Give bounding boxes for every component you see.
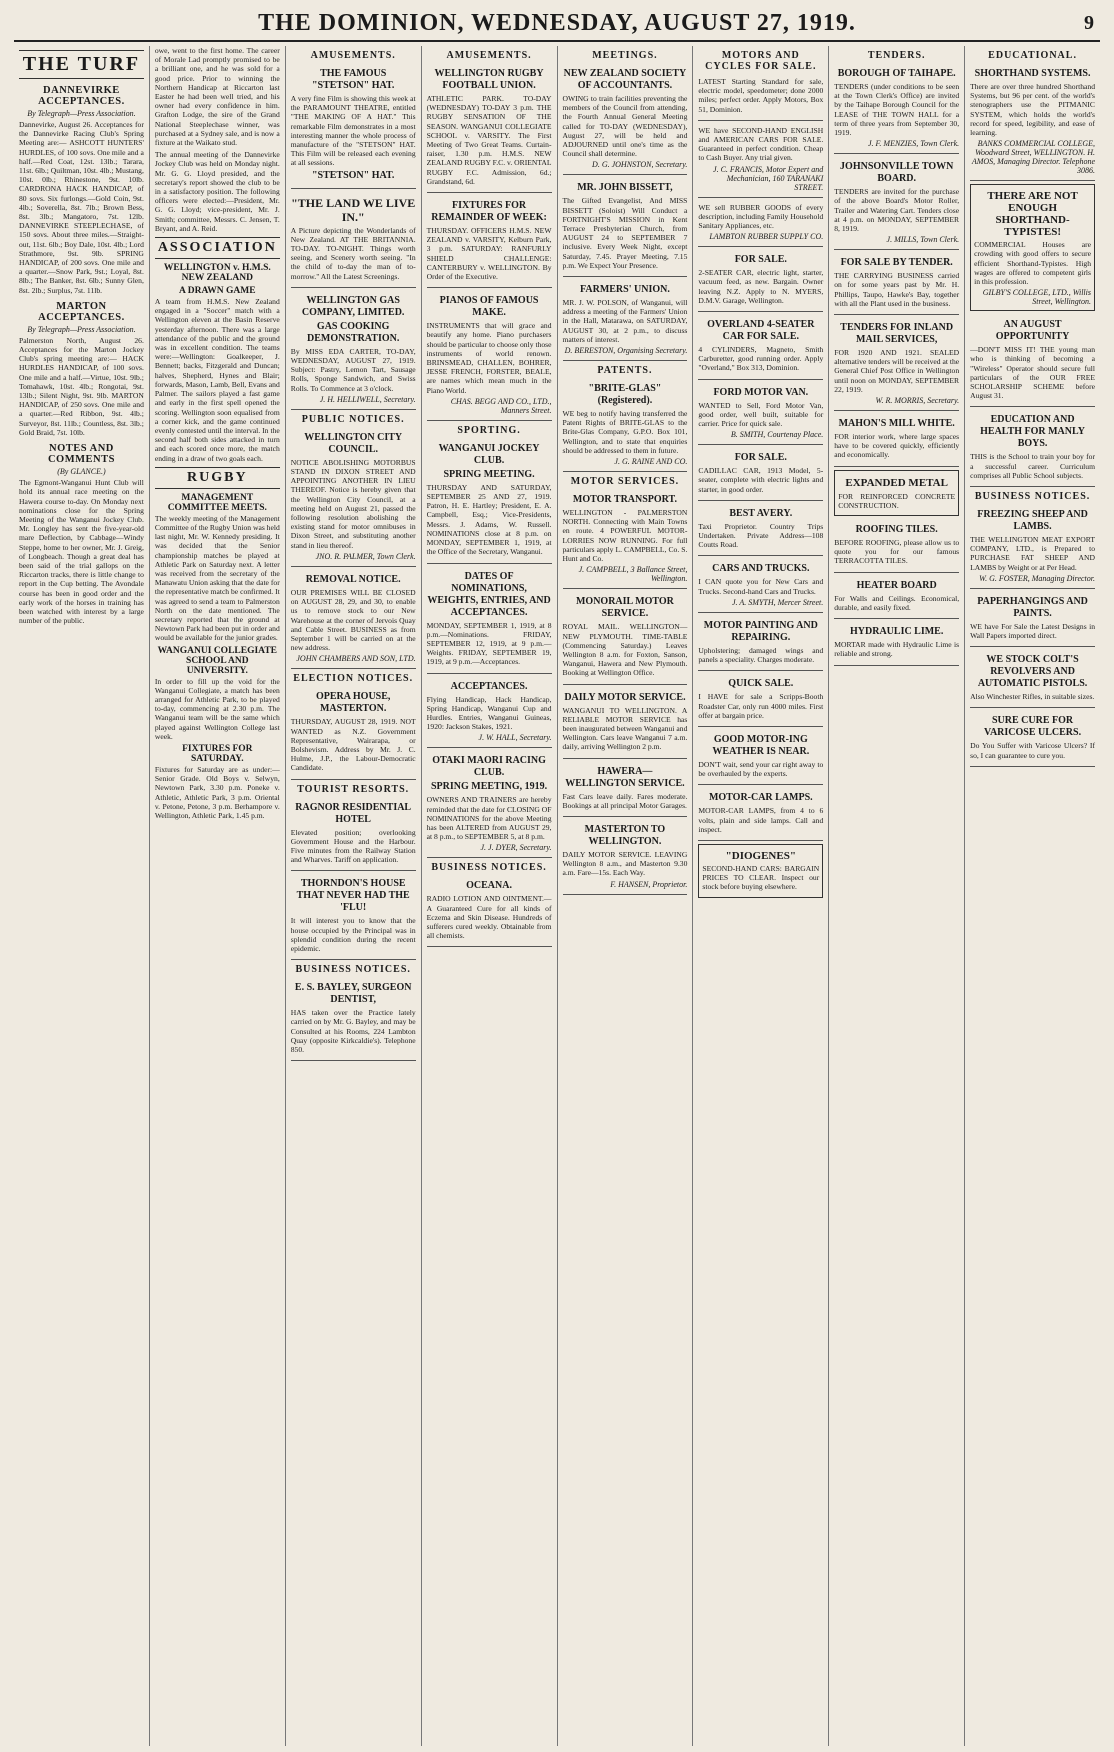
ad-text: For Walls and Ceilings. Economical, durable, and easily fixed. bbox=[834, 593, 960, 612]
ad-title: MONORAIL MOTOR SERVICE. bbox=[575, 596, 674, 620]
ad-signature: J. A. SMYTH, Mercer Street. bbox=[732, 597, 824, 607]
ad-signature: JNO. R. PALMER, Town Clerk. bbox=[315, 551, 416, 561]
advertisement bbox=[427, 290, 552, 421]
advertisement bbox=[291, 290, 416, 410]
advertisement bbox=[970, 314, 1095, 407]
ad-text: I HAVE for sale a Scripps-Booth Roadster Car, only run 4000 miles. First offer at bargain price. bbox=[698, 692, 824, 720]
ad-text: BEFORE ROOFING, please allow us to quote you for our famous TERRACOTTA TILES. bbox=[834, 538, 960, 566]
ad-text: MOTOR-CAR LAMPS, from 4 to 6 volts, plain and side lamps. Call and inspect. bbox=[698, 806, 824, 834]
article-title: WELLINGTON v. H.M.S. NEW ZEALAND bbox=[163, 263, 271, 284]
article-byline: (By GLANCE.) bbox=[57, 467, 106, 477]
column-heading: TENDERS. bbox=[867, 50, 926, 61]
article-title: WANGANUI COLLEGIATE SCHOOL AND UNIVERSITY. bbox=[157, 645, 277, 676]
ad-text: By MISS EDA CARTER, TO-DAY, WEDNESDAY, AUGUST 27, 1919. Subject: Pastry, Lemon Tart, Sausage Rolls, Sponge Sandwich, and Swiss Rolls. To Commence at 3 o'clock. bbox=[290, 346, 416, 393]
ad-title: FORD MOTOR VAN. bbox=[713, 386, 809, 398]
column-heading: BUSINESS NOTICES. bbox=[431, 862, 547, 874]
article-body: A team from H.M.S. New Zealand engaged in a "Soccer" match with a Wellington eleven at the Basin Reserve yesterday afternoon. There was a large attendance of the public and the ground was in excellent condition. The teams were:—Wellington: Goalkeeper, J. Bennett; backs, Fitzgerald and Duncan; halves, Shepherd, Hynes and Blair; forwards, Mason, Lamb, Bell, Evans and Palmer. The sailors played a fast game and early in the first spell opened the scoring. Wellington soon equalised from a corner kick, and the game continued evenly contested until the interval. In the second half both sides attacked in turn and each scored once more, the match ending in a draw of two goals each. bbox=[154, 297, 280, 463]
ad-title: SURE CURE FOR VARICOSE ULCERS. bbox=[984, 715, 1082, 739]
article-byline: By Telegraph—Press Association. bbox=[27, 324, 136, 334]
ad-signature: CHAS. BEGG AND CO., LTD., Manners Street. bbox=[450, 396, 552, 415]
ad-subtitle: GAS COOKING DEMONSTRATION. bbox=[307, 320, 400, 344]
advertisement bbox=[698, 382, 823, 446]
advertisement bbox=[563, 591, 688, 684]
ad-title: BEST AVERY. bbox=[729, 507, 793, 519]
ad-title: GOOD MOTOR-ING WEATHER IS NEAR. bbox=[712, 733, 810, 757]
column-tenders bbox=[828, 46, 964, 1746]
advertisement bbox=[698, 787, 823, 841]
ad-text: OWNERS AND TRAINERS are hereby reminded that the date for CLOSING OF NOMINATIONS for the above Meeting has been ALTERED from AUGUST 29, at 8 p.m., to SEPTEMBER 5, at 8 p.m. bbox=[426, 795, 552, 842]
ad-text: THE WELLINGTON MEAT EXPORT COMPANY, LTD., is Prepared to PURCHASE FAT SHEEP AND LAMBS by Weight or at Per Head. bbox=[970, 535, 1095, 572]
ad-text: TENDERS are invited for the purchase of the above Board's Motor Roller, Trailer and Watering Cart. Tenders close at 4 p.m. on MONDAY, SEPTEMBER 8, 1919. bbox=[834, 187, 960, 234]
column-amusements bbox=[285, 46, 421, 1746]
article-body: Palmerston North, August 26. Acceptances for the Marton Jockey Club's spring meeting are:— HACK HURDLES HANDICAP, of 100 sovs. One mile and a half.—Virtue, 10st. 9lb.; Tomahawk, 10st. 4lb.; Rongotai, 9st. 13lb.; Silent Night, 9st. 9lb. MARTON HANDICAP, of 250 sovs. One mile and a quarter.—Red Ribbon, 9st. 4lb.; Surveyor, 8st. 11lb.; Countless, 8st. 3lb.; Gold Braid, 7st. 10lb. bbox=[19, 335, 144, 437]
ad-signature: J. MILLS, Town Clerk. bbox=[886, 235, 960, 245]
advertisement bbox=[427, 676, 552, 749]
ad-text: FOR interior work, where large spaces have to be covered quickly, efficiently and economically. bbox=[834, 432, 960, 460]
ad-title: MAHON'S MILL WHITE. bbox=[838, 418, 955, 430]
column-heading: AMUSEMENTS. bbox=[310, 50, 396, 61]
ad-text: —DON'T MISS IT! THE young man who is thinking of becoming a "Wireless" Operator should secure full particulars of the OUR FREE SCHOLARSHIP SCHEME before August 31. bbox=[970, 345, 1095, 401]
article-title: MANAGEMENT COMMITTEE MEETS. bbox=[167, 492, 267, 513]
ad-text: DON'T wait, send your car right away to be overhauled by the experts. bbox=[698, 759, 824, 779]
ad-text: It will interest you to know that the house occupied by the Principal was in splendid condition during the recent epidemic. bbox=[290, 916, 416, 953]
ad-title: JOHNSONVILLE TOWN BOARD. bbox=[840, 161, 954, 185]
ad-text: MONDAY, SEPTEMBER 1, 1919, at 8 p.m.—Nominations. FRIDAY, SEPTEMBER 12, 1919, at 9 p.m.—Weights. FRIDAY, SEPTEMBER 19, 1919, at 9 p.m.—Acceptances. bbox=[426, 620, 552, 667]
ad-title: "STETSON" HAT. bbox=[311, 169, 395, 181]
advertisement bbox=[970, 409, 1095, 487]
advertisement bbox=[698, 615, 823, 671]
advertisement bbox=[698, 729, 823, 785]
column-heading: PATENTS. bbox=[597, 365, 653, 377]
ad-title: PIANOS OF FAMOUS MAKE. bbox=[439, 295, 539, 319]
ad-title: OPERA HOUSE, MASTERTON. bbox=[315, 691, 391, 715]
ad-title: AN AUGUST OPPORTUNITY bbox=[995, 319, 1070, 343]
ad-title: WELLINGTON GAS COMPANY, LIMITED. bbox=[301, 294, 405, 318]
ad-title: REMOVAL NOTICE. bbox=[305, 573, 401, 585]
advertisement bbox=[698, 74, 823, 121]
ad-signature: W. G. FOSTER, Managing Director. bbox=[979, 573, 1095, 583]
ad-signature: J. F. MENZIES, Town Clerk. bbox=[868, 139, 960, 149]
advertisement bbox=[698, 123, 823, 198]
ad-text: The Gifted Evangelist, And MISS BISSETT (Soloist) Will Conduct a FORTNIGHT'S MISSION in Kent Terrace Presbyterian Church, from AUGUST 24 to SEPTEMBER 7 inclusive. Every Week Night, except Saturday, 7.45. Prayer Meeting, 7.15 p.m. We Expect Your Presence. bbox=[562, 196, 688, 270]
ad-subtitle: SPRING MEETING. bbox=[443, 468, 535, 480]
advertisement bbox=[698, 447, 823, 501]
ad-text: INSTRUMENTS that will grace and beautify any home. Piano purchasers should be particular to choose only those instruments of world renown. BRINSMEAD, CHALLEN, BOHRER, JESSE FRENCH, FORSTER, BEALE, are names which mean much in the Piano World. bbox=[426, 321, 552, 395]
ad-signature: D. BERESTON, Organising Secretary. bbox=[564, 346, 688, 356]
ad-title: WELLINGTON RUGBY FOOTBALL UNION. bbox=[434, 68, 544, 91]
article-body: owe, went to the first home. The career of Morale Lad promptly promised to be a brilliant one, and he was sold for a good price. Prior to winning the Northern Handicap at Riccarton last Easter he had been well tried, and his owner had every confidence in him. Grafton Lodge, the sire of the Grand National Steeplechase winner, was purchased at a Sydney sale, and is now a fixture at the Waikato stud. bbox=[154, 46, 280, 148]
advertisement bbox=[563, 63, 688, 175]
ad-text: Also Winchester Rifles, in suitable sizes. bbox=[970, 692, 1095, 702]
ad-title: THORNDON'S HOUSE THAT NEVER HAD THE 'FLU! bbox=[296, 878, 410, 914]
ad-signature: W. R. MORRIS, Secretary. bbox=[875, 396, 960, 406]
ad-signature: F. HANSEN, Proprietor. bbox=[610, 879, 688, 889]
ad-text: WE have SECOND-HAND ENGLISH and AMERICAN CARS FOR SALE. Guaranteed in perfect condition. Cheap to Cash Buyer. Any trial given. bbox=[698, 125, 824, 163]
advertisement-box bbox=[834, 470, 959, 516]
ad-text: FOR 1920 AND 1921. SEALED alternative tenders will be received at the General Chief Post Office in Wellington until noon on MONDAY, SEPTEMBER 22, 1919. bbox=[834, 348, 960, 394]
advertisement bbox=[698, 314, 823, 380]
ad-text: Upholstering; damaged wings and panels a speciality. Charges moderate. bbox=[698, 645, 824, 665]
ad-signature: JOHN CHAMBERS AND SON, LTD. bbox=[296, 654, 416, 664]
ad-title: QUICK SALE. bbox=[728, 678, 794, 690]
advertisement bbox=[698, 249, 823, 312]
ad-title: FOR SALE. bbox=[734, 452, 787, 464]
ad-text: NOTICE ABOLISHING MOTORBUS STAND IN DIXON STREET AND APPOINTING ANOTHER IN LIEU THEREOF. Notice is hereby given that the Wellington City Council, at a meeting held on August 21, passed the following resolution abolishing the existing stand for motor omnibuses in Dixon Street, and substituting another stand in lieu thereof. bbox=[290, 457, 416, 550]
ad-text: A Picture depicting the Wonderlands of New Zealand. AT THE BRITANNIA. TO-DAY. TO-NIGHT. Things worth seeing, and Scenery worth seeing. "In the child of to-day the man of to-morrow." All the Latest Screenings. bbox=[290, 225, 416, 281]
advertisement bbox=[834, 156, 959, 250]
ad-title: MR. JOHN BISSETT, bbox=[577, 182, 673, 194]
advertisement bbox=[563, 279, 688, 361]
ad-text: THURSDAY. OFFICERS H.M.S. NEW ZEALAND v. VARSITY, Kelburn Park, 3 p.m. SATURDAY: RANFURLY SHIELD CHALLENGE: CANTERBURY v. WELLINGTON. By Order of the Executive. bbox=[426, 226, 552, 282]
article-body: Fixtures for Saturday are as under:—Senior Grade. Old Boys v. Selwyn, Newtown Park, 3.30 p.m. Poneke v. Athletic, Athletic Park, 3 p.m. Oriental v. Petone, Petone, 3 p.m. Berhampore v. Wellington, Athletic Park, 1.45 p.m. bbox=[154, 764, 280, 820]
article-body: The Egmont-Wanganui Hunt Club will hold its annual race meeting on the Hawera course to-day. On Monday next nominations close for the Spring Meeting of the Wanganui Jockey Club. Mr. Longley has sent the five-year-old mare Deflection, by Cabbage—Windy Steppe, home to her owner, Mr. J. Greig, of Longbeach. Though a great deal has been said of the trial gallops on the Riccarton tracks, there is little change to report in the Cup betting. The Avondale course has been in good order and the early work of the horses in training has been watched with interest by a large number of the public. bbox=[19, 478, 144, 626]
ad-text: WE have For Sale the Latest Designs in Wall Papers imported direct. bbox=[970, 621, 1095, 641]
ad-title: MOTOR TRANSPORT. bbox=[572, 494, 677, 506]
advertisement bbox=[834, 413, 959, 467]
advertisement bbox=[427, 438, 552, 564]
column-sport-news bbox=[149, 46, 285, 1746]
advertisement bbox=[563, 489, 688, 589]
column-heading: PUBLIC NOTICES. bbox=[301, 413, 405, 425]
advertisement bbox=[698, 503, 823, 557]
ad-title: FARMERS' UNION. bbox=[580, 284, 670, 296]
masthead-rule bbox=[14, 40, 1100, 42]
ad-title: SHORTHAND SYSTEMS. bbox=[974, 68, 1091, 79]
ad-title: OTAKI MAORI RACING CLUB. bbox=[432, 755, 546, 779]
advertisement bbox=[834, 575, 959, 619]
ad-text: There are over three hundred Shorthand Systems, but 96 per cent. of the world's stenographers use the PITMANIC SYSTEM, which holds the world's record for speed, legibility, and ease of learning. bbox=[970, 82, 1095, 138]
ad-title: RAGNOR RESIDENTIAL HOTEL bbox=[295, 801, 412, 825]
advertisement bbox=[291, 977, 416, 1061]
advertisement bbox=[698, 200, 823, 248]
advertisement bbox=[291, 873, 416, 960]
column-heading: SPORTING. bbox=[457, 424, 521, 436]
ad-title: "DIOGENES" bbox=[725, 849, 796, 862]
column-meetings bbox=[557, 46, 693, 1746]
ad-title: CARS AND TRUCKS. bbox=[712, 563, 810, 575]
masthead bbox=[14, 10, 1100, 36]
article-title: MARTON ACCEPTANCES. bbox=[38, 300, 125, 323]
advertisement-box bbox=[970, 184, 1095, 311]
ad-text: MORTAR made with Hydraulic Lime is reliable and strong. bbox=[834, 640, 960, 659]
ad-text: ROYAL MAIL. WELLINGTON—NEW PLYMOUTH. TIME-TABLE (Commencing Saturday.) Leaves Wellington 8 a.m. for Foxton, Sanson, Wanganui, Hawera and New Plymouth. Booking at Wellington Office. bbox=[562, 622, 688, 678]
ad-title: MOTOR-CAR LAMPS. bbox=[708, 792, 813, 804]
article-body: Dannevirke, August 26. Acceptances for the Dannevirke Racing Club's Spring Meeting are:— ASHCOTT HUNTERS' HURDLES, of 100 sovs. One mile and a half.—Red Coat, 12st. 13lb.; Tarara, 11st. 6lb.; Quiltman, 10st. 4lb.; Mustang, 10st. 0lb.; Rhinestone, 9st. 10lb. CARDRONA HACK HANDICAP, of 80 sovs. Six furlongs.—Gold Coin, 9st. 4lb.; Soverella, 8st. 7lb.; Brown Bess, 8st. 3lb.; Mangatoro, 7st. 12lb. DANNEVIRKE STEEPLECHASE, of 150 sovs. About three miles.—Straight-out, 11st. 6lb.; Boy Dale, 10st. 4lb.; Lord Strathmore, 9st. 9lb. SPRING HANDICAP, of 200 sovs. One mile and a quarter.—Snow Park, 9st.; Loyal, 8st. 8lb.; The Banker, 8st. 6lb.; Sunny Glen, 8st. 2lb.; Surplus, 7st. 11lb. bbox=[19, 120, 144, 295]
ad-text: WANGANUI TO WELLINGTON. A RELIABLE MOTOR SERVICE has been inaugurated between Wanganui and Wellington. Cars leave Wanganui 7 a.m. daily, arriving Wellington 2 p.m. bbox=[562, 705, 688, 752]
ad-title: DAILY MOTOR SERVICE. bbox=[564, 691, 686, 703]
advertisement bbox=[834, 63, 959, 154]
ad-title: HAWERA—WELLINGTON SERVICE. bbox=[565, 765, 685, 789]
column-heading: BUSINESS NOTICES. bbox=[295, 964, 411, 976]
ad-text: THURSDAY, AUGUST 28, 1919. NOT WANTED as N.Z. Government Representative, Wairarapa, or Bolshevism. Address by Mr. J. C. Hulme, J.P., the Labour-Democratic Candidate. bbox=[290, 717, 416, 773]
ad-text: OUR PREMISES WILL BE CLOSED on AUGUST 28, 29, and 30, to enable us to remove stock to our New Warehouse at the corner of Jervois Quay and Cable Street. BUSINESS as from September 1 will be carried on at the new address. bbox=[290, 587, 416, 653]
advertisement bbox=[427, 750, 552, 858]
advertisement bbox=[291, 797, 416, 872]
ad-title: MOTOR PAINTING AND REPAIRING. bbox=[703, 619, 818, 643]
ad-text: ATHLETIC PARK. TO-DAY (WEDNESDAY) TO-DAY 3 p.m. THE RUGBY SENSATION OF THE SEASON. WANGANUI COLLEGIATE SCHOOL v. VARSITY. The First Meeting of Two Great Teams. Curtain-raiser, 1.30 p.m. H.M.S. NEW ZEALAND RUGBY F.C. v. ORIENTAL RUGBY F.C. Admission, 6d.; Grandstand, 6d. bbox=[426, 94, 552, 186]
ad-title: FOR SALE. bbox=[734, 254, 787, 266]
columns bbox=[14, 46, 1100, 1746]
ad-text: RADIO LOTION AND OINTMENT.—A Guaranteed Cure for all kinds of Eczema and Skin Disease. Hundreds of sufferers cured weekly. Obtainable from all chemists. bbox=[426, 894, 552, 941]
advertisement bbox=[834, 519, 959, 573]
section-heading-rugby: RUGBY bbox=[155, 467, 280, 489]
article-body: The weekly meeting of the Management Committee of the Rugby Union was held last night, Mr. W. Kennedy presiding. It was decided that the Senior championship matches be played at Athletic Park on Saturday next. A letter was received from the secretary of the Manawatu Union asking that the date for the representative match be confirmed. It was agreed to send a team to Palmerston North on the date mentioned. The secretary reported that the ground at Newtown Park had been put in order and would be available for the junior grades. bbox=[154, 513, 280, 643]
advertisement bbox=[698, 673, 823, 727]
ad-title: ROOFING TILES. bbox=[855, 524, 938, 536]
ad-text: THE CARRYING BUSINESS carried on for some years past by Mr. H. Phillips, Taupo, Hawke's Bay, together with all the Plant used in the business. bbox=[834, 271, 960, 308]
ad-text: 4 CYLINDERS, Magneto, Smith Carburetter, good running order. Apply "Overland," Box 313, Dominion. bbox=[698, 345, 824, 373]
ad-title: WELLINGTON CITY COUNCIL. bbox=[304, 431, 403, 455]
ad-text: Fast Cars leave daily. Fares moderate. Bookings at all principal Motor Garages. bbox=[562, 791, 688, 810]
ad-title: OCEANA. bbox=[466, 880, 512, 892]
ad-subtitle: SPRING MEETING, 1919. bbox=[431, 781, 548, 793]
advertisement bbox=[291, 63, 416, 189]
article-title: DANNEVIRKE ACCEPTANCES. bbox=[38, 85, 125, 107]
ad-text: THURSDAY AND SATURDAY, SEPTEMBER 25 AND 27, 1919. Patron, H. E. Hartley; President, E. A. Campbell, Esq.; Vice-Presidents, Messrs. J. Adams, W. Russell. NOMINATIONS close at 8 p.m. on MONDAY, SEPTEMBER 1, 1919, at the Office of the Secretary, Wanganui. bbox=[426, 482, 552, 557]
ad-text: WANTED to Sell, Ford Motor Van, good order, well built, suitable for carrier. Price for quick sale. bbox=[698, 400, 824, 429]
article-body: The annual meeting of the Dannevirke Jockey Club was held on Monday night. Mr. G. G. Lloyd presided, and the secretary's report showed the club to be in a satisfactory position. The following officers were elected:—President, Mr. G. G. Lloyd; vice-president, Mr. J. Smith; committee, Messrs. C. Jensen, T. Bryant, and A. Reid. bbox=[154, 150, 280, 233]
ad-title: TENDERS FOR INLAND MAIL SERVICES, bbox=[840, 322, 954, 346]
advertisement bbox=[291, 569, 416, 669]
advertisement bbox=[291, 686, 416, 779]
advertisement bbox=[970, 504, 1095, 589]
advertisement bbox=[291, 191, 416, 288]
advertisement bbox=[427, 63, 552, 193]
ad-signature: J. C. FRANCIS, Motor Expert and Mechanician, 160 TARANAKI STREET. bbox=[713, 164, 824, 192]
column-heading: MOTORS AND CYCLES FOR SALE. bbox=[705, 50, 817, 72]
ad-signature: BANKS COMMERCIAL COLLEGE, Woodward Street, WELLINGTON. H. AMOS, Managing Director. Telephone 3086. bbox=[971, 139, 1095, 176]
ad-title: E. S. BAYLEY, SURGEON DENTIST, bbox=[294, 982, 412, 1006]
ad-signature: B. SMITH, Courtenay Place. bbox=[730, 430, 824, 440]
ad-title: ACCEPTANCES. bbox=[450, 680, 528, 692]
column-amusements-2 bbox=[421, 46, 557, 1746]
ad-title: FREEZING SHEEP AND LAMBS. bbox=[977, 509, 1088, 533]
advertisement bbox=[834, 621, 959, 665]
section-heading-turf: THE TURF bbox=[19, 50, 144, 79]
advertisement bbox=[563, 177, 688, 277]
ad-text: WE beg to notify having transferred the Patent Rights of BRITE-GLAS to the Brite-Glas Company, G.P.O. Box 101, Wellington, and to state that enquiries should be addressed to them in future. bbox=[562, 409, 688, 455]
ad-text: Do You Suffer with Varicose Ulcers? If so, I can guarantee to cure you. bbox=[970, 741, 1095, 760]
ad-text: A very fine Film is showing this week at the PARAMOUNT THEATRE, entitled "THE MAKING OF A HAT." This remarkable Film demonstrates in a most interesting manner the whole process of manufacture of the "STETSON" HAT. This Film will be released each evening at all sessions. bbox=[290, 94, 416, 168]
ad-text: FOR REINFORCED CONCRETE CONSTRUCTION. bbox=[838, 491, 956, 510]
column-heading: MEETINGS. bbox=[592, 50, 658, 61]
ad-text: DAILY MOTOR SERVICE. LEAVING Wellington 8 a.m., and Masterton 9.30 a.m. Fare—15s. Each Way. bbox=[562, 849, 688, 878]
ad-signature: J. G. RAINE AND CO. bbox=[614, 457, 688, 467]
ad-text: Elevated position; overlooking Government House and the Harbour. Five minutes from the Railway Station and Wharves. Tariff on application. bbox=[290, 827, 416, 865]
ad-title: "BRITE-GLAS" (Registered). bbox=[588, 383, 662, 407]
advertisement bbox=[427, 195, 552, 288]
ad-title: HEATER BOARD bbox=[856, 579, 937, 591]
article-byline: By Telegraph—Press Association. bbox=[27, 109, 136, 118]
column-heading: MOTOR SERVICES. bbox=[570, 476, 680, 488]
advertisement bbox=[427, 875, 552, 947]
ad-title: THE FAMOUS "STETSON" HAT. bbox=[311, 68, 395, 91]
ad-text: OWING to train facilities preventing the members of the Council from attending, the Fourth Annual General Meeting called for TO-DAY (WEDNESDAY), August 27, will be held and ADJOURNED until one's time as the Council shall determine. bbox=[562, 94, 688, 159]
ad-text: 2-SEATER CAR, electric light, starter, vacuum feed, as new. Bargain. Owner leaving N.Z. Apply to N. MYERS, D.M.V. Garage, Wellington. bbox=[698, 268, 824, 305]
ad-signature: LAMBTON RUBBER SUPPLY CO. bbox=[709, 232, 824, 242]
ad-title: EDUCATION AND HEALTH FOR MANLY BOYS. bbox=[980, 414, 1085, 450]
ad-title: WE STOCK COLT'S REVOLVERS AND AUTOMATIC PISTOLS. bbox=[977, 654, 1088, 690]
advertisement bbox=[834, 252, 959, 315]
page-number: 9 bbox=[1084, 12, 1094, 34]
section-heading-association: ASSOCIATION bbox=[155, 237, 280, 259]
advertisement bbox=[970, 63, 1095, 181]
advertisement bbox=[698, 558, 823, 612]
ad-text: THIS is the School to train your boy for a successful career. Curriculum comprises all Public School subjects. bbox=[970, 452, 1095, 480]
ad-title: "THE LAND WE LIVE IN." bbox=[291, 195, 416, 224]
ad-signature: J. W. HALL, Secretary. bbox=[478, 733, 552, 743]
article-subtitle: A DRAWN GAME bbox=[179, 286, 256, 297]
ad-text: MR. J. W. POLSON, of Wanganui, will address a meeting of the Farmers' Union in the Hall, Matarawa, on SATURDAY, AUGUST 30, at 2 p.m., to discuss matters of interest. bbox=[562, 298, 688, 344]
ad-text: CADILLAC CAR, 1913 Model, 5-seater, complete with electric lights and starter, in good order. bbox=[698, 466, 824, 494]
advertisement bbox=[427, 566, 552, 674]
ad-title: BOROUGH OF TAIHAPE. bbox=[837, 68, 956, 79]
ad-text: WE sell RUBBER GOODS of every description, including Family Household Sanitary Appliances, etc. bbox=[698, 202, 824, 231]
advertisement bbox=[563, 378, 688, 472]
article-body: In order to fill up the void for the Wanganui Collegiate, a match has been arranged for Athletic Park, to be played to-day, commencing at 2.30 p.m. The Wanganui team will be the same which played against Wellington College last week. bbox=[154, 676, 280, 741]
ad-text: WELLINGTON - PALMERSTON NORTH. Connecting with Main Towns en route. 4 POWERFUL MOTOR-LORRIES NOW RUNNING. For full particulars apply L. CAMPBELL, Co. S. Hunt and Co. bbox=[562, 508, 688, 564]
ad-title: NEW ZEALAND SOCIETY OF ACCOUNTANTS. bbox=[563, 68, 687, 91]
advertisement bbox=[291, 427, 416, 567]
column-turf bbox=[14, 46, 149, 1746]
ad-text: HAS taken over the Practice lately carried on by Mr. G. Bayley, and may be Consulted at his Rooms, 224 Lambton Quay (opposite Kirkcaldie's). Telephone 850. bbox=[290, 1008, 416, 1054]
article-title: FIXTURES FOR SATURDAY. bbox=[182, 743, 253, 764]
column-heading: TOURIST RESORTS. bbox=[297, 783, 410, 795]
column-heading: AMUSEMENTS. bbox=[446, 50, 532, 61]
column-heading: EDUCATIONAL. bbox=[988, 50, 1077, 61]
ad-title: FOR SALE BY TENDER. bbox=[840, 257, 953, 269]
advertisement bbox=[563, 687, 688, 759]
ad-text: SECOND-HAND CARS: BARGAIN PRICES TO CLEAR. Inspect our stock before buying elsewhere. bbox=[702, 863, 820, 892]
advertisement-box bbox=[698, 844, 823, 898]
ad-text: Taxi Proprietor. Country Trips Undertaken. Private Address—108 Coutts Road. bbox=[698, 521, 824, 550]
advertisement bbox=[563, 761, 688, 817]
advertisement bbox=[970, 591, 1095, 647]
ad-text: LATEST Starting Standard for sale, electric model, speedometer; done 2000 miles; perfect order. Apply Motors, Box 51, Dominion. bbox=[698, 77, 824, 114]
ad-title: EXPANDED METAL bbox=[845, 476, 948, 489]
ad-text: I CAN quote you for New Cars and Trucks. Second-hand Cars and Trucks. bbox=[698, 577, 824, 596]
ad-title: FIXTURES FOR REMAINDER OF WEEK: bbox=[431, 200, 547, 224]
column-educational bbox=[964, 46, 1100, 1746]
ad-text: Flying Handicap, Hack Handicap, Spring Handicap, Wanganui Cup and Hurdles. Entries, Wanganui Guineas, 1920: Jackson Stakes, 1921. bbox=[426, 694, 552, 732]
column-motors bbox=[692, 46, 828, 1746]
ad-title: MASTERTON TO WELLINGTON. bbox=[584, 823, 666, 847]
advertisement bbox=[563, 819, 688, 895]
ad-title: THERE ARE NOT ENOUGH SHORTHAND-TYPISTES! bbox=[987, 190, 1078, 239]
ad-signature: J. J. DYER, Secretary. bbox=[480, 843, 552, 853]
masthead-title: THE DOMINION, WEDNESDAY, AUGUST 27, 1919. bbox=[258, 10, 856, 36]
ad-title: OVERLAND 4-SEATER CAR FOR SALE. bbox=[707, 319, 815, 343]
ad-signature: J. CAMPBELL, 3 Ballance Street, Wellington. bbox=[578, 565, 688, 584]
ad-signature: D. G. JOHNSTON, Secretary. bbox=[592, 160, 688, 170]
ad-title: PAPERHANGINGS AND PAINTS. bbox=[977, 595, 1088, 619]
ad-title: WANGANUI JOCKEY CLUB. bbox=[438, 442, 540, 466]
column-heading: BUSINESS NOTICES. bbox=[974, 491, 1091, 503]
column-heading: ELECTION NOTICES. bbox=[293, 673, 414, 685]
article-title: NOTES AND COMMENTS bbox=[47, 443, 115, 466]
ad-signature: GILBY'S COLLEGE, LTD., Willis Street, Wellington. bbox=[982, 288, 1091, 307]
ad-signature: J. H. HELLIWELL, Secretary. bbox=[319, 394, 416, 404]
advertisement bbox=[834, 317, 959, 411]
ad-text: COMMERCIAL Houses are crowding with good offers to secure efficient Shorthand-Typistes. High wages are offered to competent girls in this profession. bbox=[974, 240, 1091, 287]
ad-text: TENDERS (under conditions to be seen at the Town Clerk's Office) are invited by the Taihape Borough Council for the LEASE of THE TOWN HALL for a term of three years from September 30, 1919. bbox=[834, 82, 960, 138]
advertisement bbox=[970, 649, 1095, 708]
advertisement bbox=[970, 710, 1095, 766]
ad-title: HYDRAULIC LIME. bbox=[850, 626, 944, 638]
ad-title: DATES OF NOMINATIONS, WEIGHTS, ENTRIES, AND ACCEPTANCES. bbox=[427, 570, 551, 618]
